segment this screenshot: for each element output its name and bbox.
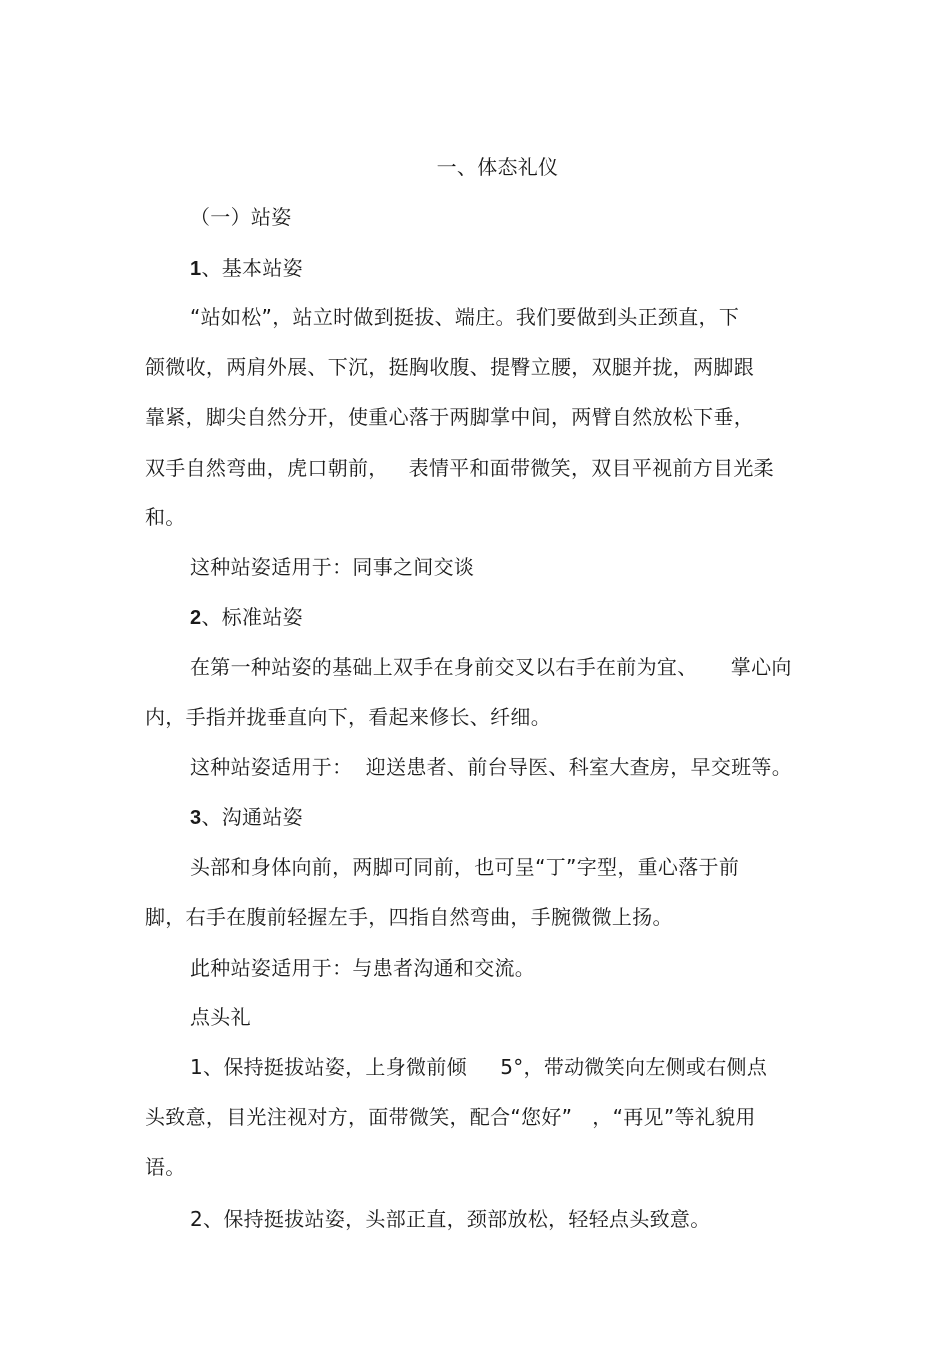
subheading-number: 1 <box>190 258 202 280</box>
subheading-number: 3 <box>190 807 202 829</box>
paragraph-line: 语。 <box>145 1155 186 1179</box>
usage-note: 这种站姿适用于： 迎送患者、前台导医、科室大查房，早交班等。 <box>190 755 793 779</box>
paragraph-line: 1、保持挺拔站姿，上身微前倾 5°，带动微笑向左侧或右侧点 <box>190 1055 768 1079</box>
paragraph-line: 靠紧，脚尖自然分开，使重心落于两脚掌中间，两臂自然放松下垂， <box>145 405 754 429</box>
paragraph-line: 内，手指并拢垂直向下，看起来修长、纤细。 <box>145 705 551 729</box>
paragraph-line: 在第一种站姿的基础上双手在身前交叉以右手在前为宜、 掌心向 <box>190 655 792 679</box>
nod-heading: 点头礼 <box>190 1005 251 1029</box>
section-heading: （一）站姿 <box>190 205 292 229</box>
paragraph-line: 头部和身体向前，两脚可同前，也可呈“丁”字型，重心落于前 <box>190 855 740 879</box>
subheading-communication-stance <box>190 805 303 830</box>
paragraph-line: 头致意，目光注视对方，面带微笑，配合“您好” ，“再见”等礼貌用 <box>145 1105 756 1129</box>
usage-note: 此种站姿适用于：与患者沟通和交流。 <box>190 956 536 980</box>
subheading-text: 、标准站姿 <box>201 605 303 629</box>
subheading-text: 、基本站姿 <box>201 256 303 280</box>
paragraph-line: 颌微收，两肩外展、下沉，挺胸收腹、提臀立腰，双腿并拢，两脚跟 <box>145 355 754 379</box>
subheading-standard-stance <box>190 605 303 630</box>
paragraph-line: 脚，右手在腹前轻握左手，四指自然弯曲，手腕微微上扬。 <box>145 905 673 929</box>
paragraph-line: 2、保持挺拔站姿，头部正直，颈部放松，轻轻点头致意。 <box>190 1207 711 1231</box>
paragraph-line: 和。 <box>145 505 186 529</box>
paragraph-line: 双手自然弯曲，虎口朝前， 表情平和面带微笑，双目平视前方目光柔 <box>145 456 774 480</box>
subheading-text: 、沟通站姿 <box>201 805 303 829</box>
subheading-number: 2 <box>190 607 202 629</box>
paragraph-line: “站如松”，站立时做到挺拔、端庄。我们要做到头正颈直，下 <box>190 305 740 329</box>
usage-note: 这种站姿适用于：同事之间交谈 <box>190 555 475 579</box>
subheading-basic-stance <box>190 256 303 281</box>
document-title: 一、体态礼仪 <box>436 155 559 179</box>
